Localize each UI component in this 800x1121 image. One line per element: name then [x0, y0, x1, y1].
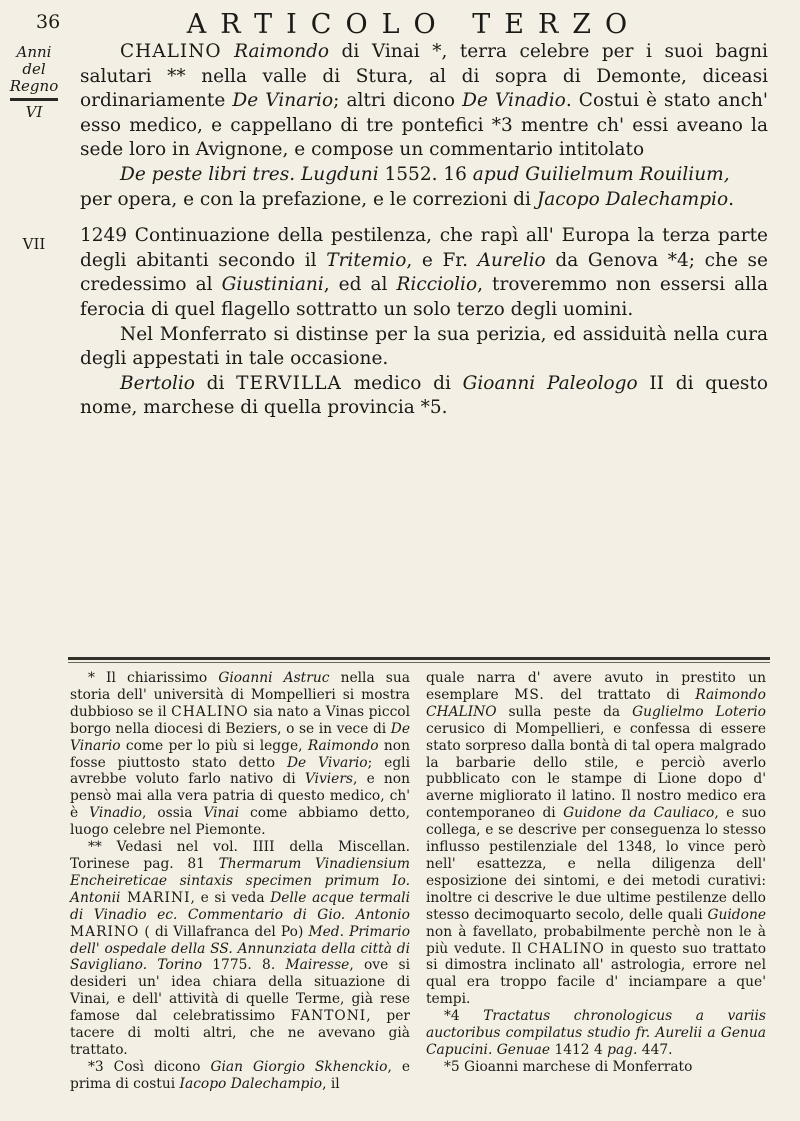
- text-run: , il: [322, 1075, 340, 1092]
- text-run: , e si veda: [190, 889, 271, 906]
- text-run: di Vinai *, terra celebre per i suoi bagni salutari ** nella valle di Stura, al di sopra di Demonte, diceasi ordinariamente: [80, 41, 768, 112]
- footnote-smallcaps: MARINO: [70, 923, 140, 940]
- text-run: , per tacere di molti altri, che ne avevano già trattato.: [70, 1008, 410, 1058]
- running-head: ARTICOLO TERZO: [186, 9, 642, 40]
- source-name: Ricciolio: [396, 274, 478, 296]
- text-run: 1412 4: [550, 1041, 608, 1058]
- footnote-italic: Vinadio: [89, 805, 142, 822]
- text-run: 447.: [637, 1041, 673, 1058]
- footnote-italic: Raimondo: [307, 737, 379, 754]
- footnote-italic: Vinai: [203, 805, 240, 822]
- text-run: * Il chiarissimo: [88, 670, 219, 686]
- text-run: non à favellato, probabilmente perchè non le à più vedute. Il: [426, 923, 766, 957]
- footnote-italic: Thermarum Vinadiensium Encheireticae sintaxis specimen primum Io. Antonii: [70, 855, 411, 906]
- footnote-italic: Mairesse: [285, 957, 350, 974]
- text-run: da Genova *4; che se credessimo al: [80, 249, 768, 296]
- footnote-italic: Med. Primario dell' ospedale della SS. Annunziata della città di Savigliano. Torino: [70, 923, 410, 974]
- footnote-italic: Tractatus chronologicus a variis auctoribus compilatus studio fr. Aurelii a Genua Capucini. Genuae: [426, 1008, 766, 1058]
- source-name: Giustiniani: [221, 274, 324, 296]
- text-run: *3 Così dicono: [88, 1058, 211, 1075]
- text-run: come abbiamo detto, luogo celebre nel Piemonte.: [70, 805, 410, 839]
- paragraph-editor: [80, 188, 768, 213]
- text-run: di: [194, 372, 237, 394]
- footnote-2: [70, 839, 410, 1059]
- text-run: , e non pensò mai alla vera patria di questo medico, ch' è: [70, 771, 410, 822]
- footnote-divider: [68, 657, 770, 660]
- text-run: cerusico di Mompellieri, e confessa di essere stato sorpreso dalla bontà di tal opera malgrado la barbarie dello stile, e perciò averlo pubblicato con le stampe di Lione dopo d' averne migliorato il latino. Il nostro medico era contemporaneo di: [426, 720, 766, 822]
- text-run: ; altri dicono: [333, 90, 463, 112]
- book-year: 1552. 16: [378, 163, 473, 185]
- footnote-divider-thin: [68, 662, 770, 663]
- footnote-italic: Delle acque termali di Vinadio ec. Commentario di Gio. Antonio: [70, 889, 410, 923]
- footnote-italic: Gioanni Astruc: [218, 670, 330, 686]
- footnote-1: [70, 670, 410, 839]
- footnote-3-continued: [426, 670, 766, 1008]
- text-run: 1775. 8.: [202, 957, 286, 974]
- main-text: [80, 40, 768, 421]
- text-run: , ed al: [323, 274, 397, 296]
- text-run: nella sua storia dell' università di Mompellieri si mostra dubbioso se il: [70, 670, 410, 720]
- footnote-smallcaps: MARINI: [120, 889, 191, 906]
- patron-name: Gioanni Paleologo: [462, 372, 638, 394]
- text-run: del trattato di: [544, 686, 696, 703]
- footnotes-left-column: [70, 670, 410, 1093]
- paragraph-chalino: [80, 40, 768, 163]
- text-run: ** Vedasi nel vol. IIII della Miscellan. Torinese pag. 81: [70, 839, 410, 872]
- text-run: . Costui è stato anch' esso medico, e cappellano di tre pontefici *3 mentre ch' essi aveano la sede loro in Avignone, e compose un commentario intitolato: [80, 90, 768, 161]
- paragraph-monferrato: Nel Monferrato si distinse per la sua perizia, ed assiduità nella cura degli appestati in tale occasione.: [80, 323, 768, 370]
- text-run: , e suo collega, e se descrive per conseguenza lo stesso influsso pestilenziale del 1348, lo vince però nell' esattezza, e nella diligenza dell' esposizione dei sintomi, e dei metodi curativi: inoltre ci descrive le due ultime pestilenze dello stesso decimoquarto secolo, delle quali: [426, 805, 767, 923]
- source-name: Tritemio: [326, 249, 407, 271]
- footnote-italic: Gian Giorgio Skhenckio: [210, 1058, 388, 1075]
- footnote-italic: Guidone: [707, 906, 766, 923]
- footnote-smallcaps: CHALINO: [171, 703, 249, 720]
- footnote-smallcaps: MS.: [514, 686, 545, 703]
- footnote-smallcaps: CHALINO: [527, 940, 605, 957]
- anni-label: Anni: [16, 43, 52, 61]
- text-run: sulla peste da: [496, 703, 633, 720]
- text-run: , e Fr.: [406, 249, 478, 271]
- text-run: , e prima di costui: [70, 1058, 410, 1092]
- name-variant: De Vinario: [232, 90, 334, 112]
- text-run: come per lo più si legge,: [120, 737, 308, 754]
- text-run: in questo suo trattato si dimostra inclinato all' astrologia, errore nel qual era troppo facile d' inciampare a que' tempi.: [426, 940, 766, 1008]
- text-run: per opera, e con la prefazione, e le correzioni di: [80, 188, 537, 210]
- book-title: De peste libri tres. Lugduni: [120, 163, 379, 185]
- book-publisher: apud Guilielmum Rouilium: [472, 163, 724, 185]
- text-run: quale narra d' avere avuto in prestito un esemplare: [426, 670, 766, 703]
- editor-name: Jacopo Dalechampio: [536, 188, 729, 210]
- footnote-italic: Guglielmo Loterio: [632, 703, 766, 720]
- footnote-smallcaps: FANTONI: [290, 1008, 367, 1025]
- text-run: II di questo nome, marchese di quella provincia *5.: [80, 372, 768, 419]
- footnote-italic: pag.: [607, 1041, 638, 1058]
- person-name: Raimondo: [234, 41, 330, 62]
- text-run: , ove si desideri un' idea chiara della situazione di Vinai, e dell' attività di quelle Terme, già rese famose dal celebratissimo: [70, 957, 410, 1025]
- person-name: Bertolio: [120, 372, 195, 394]
- text-run: medico di: [341, 372, 463, 394]
- source-name: Aurelio: [477, 249, 546, 271]
- text-run: .: [728, 188, 734, 210]
- footnote-4: [426, 1008, 766, 1059]
- page-number: 36: [36, 11, 61, 33]
- text-run: , troveremmo non essersi alla ferocia di quel flagello sottratto un solo terzo degli uomini.: [80, 274, 769, 320]
- footnote-italic: Guidone da Cauliaco: [563, 805, 715, 822]
- text-run: *4: [444, 1008, 484, 1025]
- reign-year-vii: VII: [22, 235, 46, 253]
- text-run: ( di Villafranca del Po): [139, 923, 309, 940]
- text-run: sia nato a Vinas piccol borgo nella diocesi di Beziers, o se in vece di: [70, 703, 411, 737]
- author-name: CHALINO: [120, 41, 222, 62]
- paragraph-bertolio: [80, 372, 768, 421]
- footnote-italic: Iacopo Dalechampio: [179, 1075, 323, 1092]
- text-run: , ossia: [141, 805, 204, 822]
- footnote-italic: De Vinario: [70, 720, 410, 754]
- text-run: ; egli avrebbe voluto farlo nativo di: [70, 754, 410, 788]
- margin-rule: [10, 98, 58, 101]
- paragraph-pestilence: [80, 224, 768, 322]
- regno-label: del Regno: [9, 60, 59, 95]
- book-citation: [80, 163, 768, 188]
- footnote-5: *5 Gioanni marchese di Monferrato: [444, 1058, 693, 1075]
- footnote-italic: Raimondo CHALINO: [426, 686, 766, 720]
- text-run: ,: [723, 163, 730, 185]
- footnotes-right-column: [426, 670, 766, 1076]
- year-entry: 1249: [80, 225, 128, 247]
- name-variant: De Vinadio: [462, 90, 566, 112]
- text-run: non fosse piuttosto stato detto: [70, 737, 410, 771]
- reign-year-vi: VI: [25, 103, 43, 121]
- author-name: TERVILLA: [236, 372, 342, 394]
- footnote-3: [70, 1059, 410, 1093]
- text-run: Continuazione della pestilenza, che rapì all' Europa la terza parte degli abitanti secondo il: [80, 225, 768, 271]
- footnote-italic: Viviers: [304, 771, 353, 788]
- margin-note-anni: [6, 44, 62, 121]
- footnote-italic: De Vivario: [286, 754, 368, 771]
